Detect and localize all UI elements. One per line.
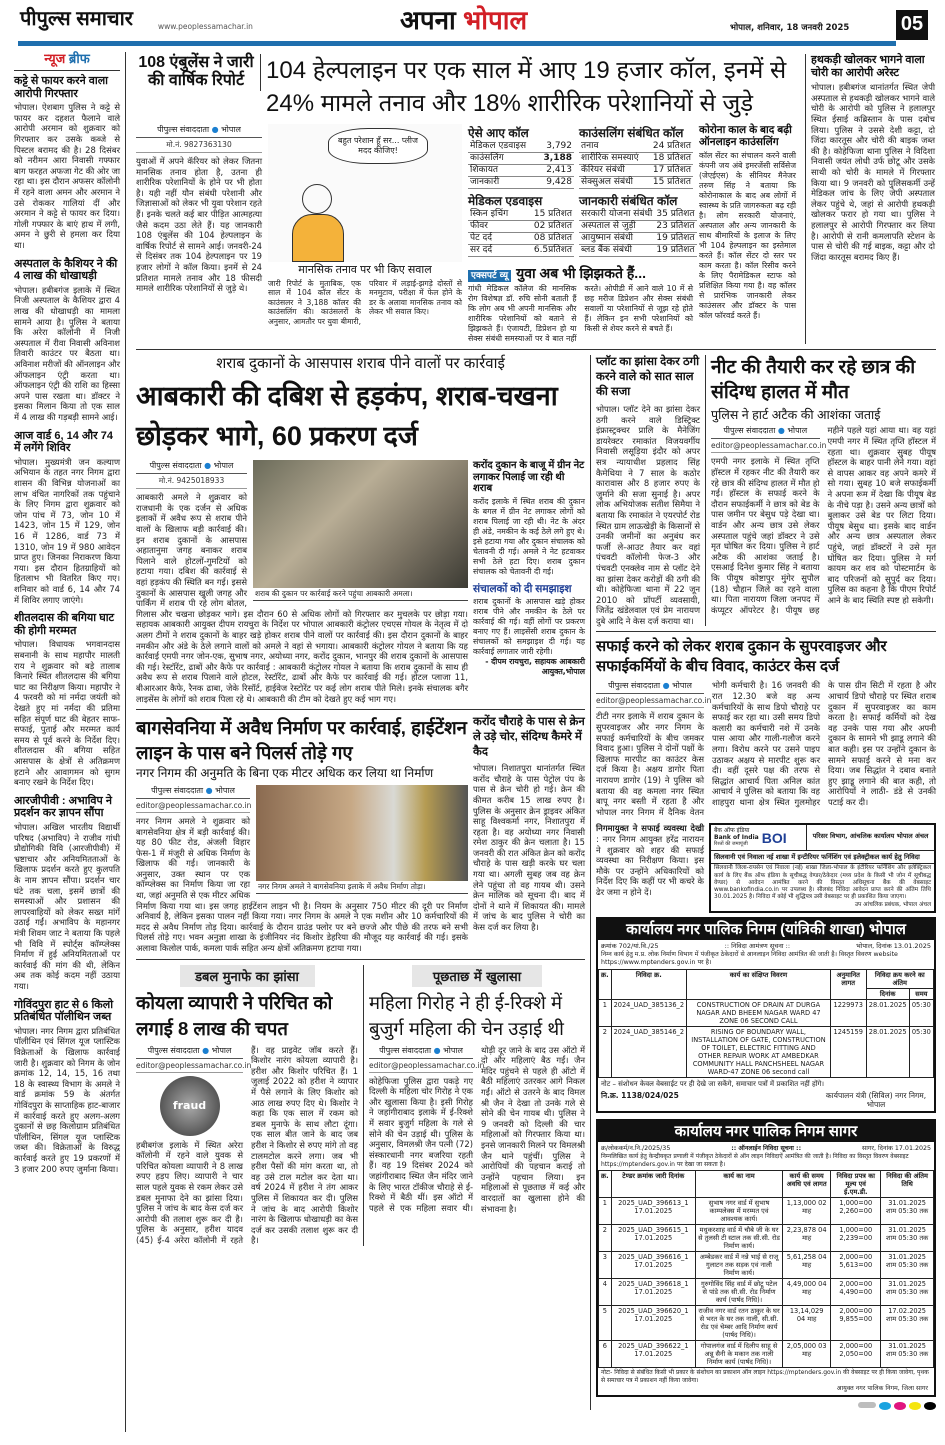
table-row: फीवर 02 प्रतिशत xyxy=(470,221,572,231)
coal-block xyxy=(136,965,358,1246)
neet-story: पीपुल्स संवाददाता ● भोपाल editor@peoplessamachar.co.in एमपी नगर इलाके में स्थित तृप्ति हॉस्टल में रहकर नीट की तैयारी कर रहे छात्र की संदिग्ध हालत में मौत हो गई। हॉस्टल के सफाई करने के दौरान सफाईकर्मी ने छात्र को बेड के पास जमीन पर बेसुध पड़े देखा था। वार्डन और अन्य छात्र उसे लेकर अस्पताल पहुंचे जहां डॉक्टर ने उसे मृत घोषित कर दिया। पुलिस ने हार्ट अटैक की आशंका जताई है। एसआई दिनेश कुमार सिंह ने बताया कि पीयूष कोष्टापुर मुंगेर सुपौल (18) चौहान जिले का रहने वाला था। पिता नारायण जिला जनपद में कंप्यूटर ऑपरेटर है। पीयूष छह महीने पहले यहां आया था। वह यहां एमपी नगर में स्थित तृप्ति हॉस्टल में रहता था। शुक्रवार सुबह पीयूष हॉस्टल के बाहर पानी लेने गया। वहां से वापस आकर वह अपने कमरे में सो गया। सुबह 10 बजे सफाईकर्मी ने अपना रूम में देखा कि पीयूष बेड के नीचे पड़ा है। उसने अन्य छात्रों को बुलाकर उसे बेड पर लिटा दिया। पीयूष बेसुध था। इसके बाद वार्डन और अन्य छात्र अस्पताल लेकर पहुंचे, जहां डॉक्टरों ने उसे मृत घोषित कर दिया। पुलिस ने मर्ग कायम कर शव को पोस्टमार्टम के बाद परिजनों को सुपुर्द कर दिया। पुलिस का कहना है कि पीएम रिपोर्ट आने के बाद स्थिति स्पष्ट हो सकेगी। xyxy=(711,425,936,615)
excise-story: शराब की दुकान पर कार्रवाई करने पहुंचा आबकारी अमला। पीपुल्स संवाददाता ● भोपाल मो.नं. 9425018933 आबकारी अमले ने शुक्रवार को राजधानी के एक दर्जन से अधिक इलाकों में अवैध रूप से शराब पीने वालों के खिलाफ बड़ी कार्रवाई की। इन शराब दुकानों के आसपास अहातानुमा जगह बनाकर शराब पिलाने वाले होटलों-गुमटियों को हटाया गया। दबिश की कार्रवाई से वहां हड़कंप की स्थिति बन गई। इससे दुकानों के आसपास खुली जगह और पार्किंग में शराब पी रहे लोग बोतल, गिलास और चखना छोड़कर भागे। इस दौरान 60 से अधिक लोगों को गिरफ्तार कर मुचलके पर छोड़ा गया। सहायक आबकारी आयुक्त दीपम रायचुरा के निर्देश पर भोपाल आबकारी कंट्रोलर एचएस गोयल के नेतृत्व में दो अलग टीमों ने शराब दुकानों के बाहर खड़े होकर शराब पीने वालों पर कार्रवाई की। इस दौरान दुकानों के बाहर नमकीन और अंडे के ठेले लगाने वालों को अमले ने वहां से भगाया। आबकारी कंट्रोलर गोयल ने बताया कि यह कार्रवाई एमपी नगर जोन-एक, सुभाष नगर, अयोध्या नगर, करोंद दुकान, भानपुर की शराब दुकानों के आसपास की गई। रेस्टॉरेंट, ढाबों और कैफे पर कार्रवाई : आबकारी कंट्रोलर गोयल ने बताया कि शराब दुकानों के साथ ही अवैध रूप से शराब पिलाने वाले होटल, रेस्टॉरेंट, ढाबों और कैफे पर कार्रवाई की गई। होटल प्लाजा 11, बीआरआर कैफे, रैनक ढाबा, जेके रिसॉर्ट, हाईवेज रेस्टोरेंट पर कई लोग शराब पीते मिले। इनके संचालक बगैर लाइसेंस के लोगों को शराब पिला रहे थे। आबकारी की टीम को देखते हुए कई भाग गए। xyxy=(136,461,468,704)
brief-item: अस्पताल के कैशियर ने की 4 लाख की धोखाधड़ी भोपाल। हबीबगंज इलाके में स्थित निजी अस्पताल के कैशियर द्वारा 4 लाख की धोखाधड़ी का मामला सामने आया है। पुलिस ने बताया कि अरेरा कॉलोनी में निजी अस्पताल में रीवा निवासी अविनाश तिवारी काउंटर पर बैठता था। अविनाश मरीजों की ऑनलाइन और ऑफलाइन एंट्री करता था। ऑफलाइन एंट्री की राशि का हिस्सा अपने पास रखता था। डॉक्टर ने इसका मिलान किया तो एक साल में 4 लाख की गड़बड़ी सामने आई। xyxy=(14,257,120,422)
column-divider xyxy=(805,54,806,344)
section-title: अपना भोपाल xyxy=(400,5,528,35)
brief-item: शीतलदास की बगिया घाट की होगी मरम्मत भोपाल। विधायक भगवानदास सबनानी के साथ महापौर मालती राय ने शुक्रवार को बड़े तालाब किनारे स्थित शीतलदास की बगिया घाट का निरीक्षण किया। महापौर ने 4 फरवरी को मां नर्मदा जयंती को देखते हुए मां नर्मदा की प्रतिमा सहित संपूर्ण घाट की बेहतर साफ-सफाई, पुताई और मरम्मत कार्य समय से पूर्व करने के निर्देश दिए। शीतलदास की बगिया सहित आसपास के क्षेत्रों से अतिक्रमण हटाने और आवागमन को सुगम बनाए रखने के निर्देश दिए। xyxy=(14,612,120,788)
section-divider xyxy=(136,959,585,960)
coal-kicker: डबल मुनाफे का झांसा xyxy=(180,965,315,987)
bagsewania-row xyxy=(136,715,585,954)
right-column xyxy=(596,355,936,1410)
table-row: 2 2024_UAD_385146_2 RISING OF BOUNDARY WALL, INSTALLATION OF GATE, CONSTRUCTION OF TOILET, ELECTRIC FITTING AND OTHER REPAIR WORK AT AMBEDKAR COMMUNITY HALL PANCHSHEEL NAGAR WARD-47 ZONE 06 second call 1245159 28.01.2025 05:30 xyxy=(599,1026,934,1077)
neet-block xyxy=(711,355,936,615)
bagsewania-headline: बागसेवनिया में अवैध निर्माण पर कार्रवाई, हाईटेंशन लाइन के पास बने पिलर्स तोड़े गए xyxy=(136,717,467,764)
cartoon-illustration xyxy=(268,124,462,262)
brief-label: न्यूज ब्रीफ xyxy=(14,52,120,71)
helpline-story: पीपुल्स संवाददाता ● भोपाल मो.नं. 9827363130 युवाओं में अपने कॅरियर को लेकर जितना मानसिक तनाव होता है, उतना ही शारीरिक परेशानियों के होने पर भी होता है। यही नहीं यौन संबंधी परेशानी और जिज्ञासाओं को लेकर भी युवा परेशान रहते हैं। इनके चलते कई बार पीड़ित आत्महत्या जैसे कदम उठा लेते हैं। यह जानकारी 108 एंबुलेंस की 104 हेल्पलाइन के वार्षिक रिपोर्ट से सामने आई। जनवरी-24 से दिसंबर तक 104 हेल्पलाइन पर 19 हजार लोगों ने कॉल किया। इनमें से 24 प्रतिशत मामले तनाव और 18 फीसदी मामले शारीरिक परेशानियों से जुड़े थे। xyxy=(136,125,262,294)
website-url: www.peoplessamachar.in xyxy=(158,22,253,31)
table-row: 4 2025_UAD_396618_1 17.01.2025 गुरुगोविंद सिंह वार्ड में छोटू पटेल से पांडे तक सी.सी. रोड निर्माण कार्य (पार्षद निधि)। 4,49,000 04 माह 2,000=00 4,490=00 31.01.2025 शाम 05:30 तक xyxy=(599,1279,934,1306)
commissioner-boi-row xyxy=(596,823,936,912)
bank-of-india-ad: बैंक ऑफ इंडिया Bank of India रिश्तों की जमापूंजी BOI परिसर विभाग, आंचलिक कार्यालय भोपाल अंचल सिलवानी एवं निवाला नई शाखा में इन्टीरियर फर्निशिंग एवं इलेक्ट्रीकल कार्य हेतु निविदा सिलवानी जिला-रायसेन एवं निवाला (नई) शाखा जिला-भोपाल के इंटीरियर फर्निशिंग और इलेक्ट्रिकल कार्य के लिए बैंक ऑफ इंडिया के सूचीबद्ध वेण्डर/ठेकेदार (मध्य प्रदेश के किसी भी जोन में सूचीबद्ध वेण्डर) से आवेदन आमंत्रित करने की विस्तृत अधिसूचना बैंक की वेबसाइट www.bankofindia.co.in पर उपलब्ध है। सीलबंद निविदा आवेदन प्राप्त करने की अंतिम तिथि 30.01.2025 है। निविदा में कोई भी शुद्धिपत्र उसी वेबसाइट पर ही प्रकाशित किया जाएगा। उप आंचलिक प्रबंधक, भोपाल अंचल xyxy=(709,823,936,912)
chain-kicker: पूछताछ में खुलासा xyxy=(412,965,542,987)
section-divider xyxy=(596,631,936,632)
table-row: ब्लड बैंक संबंधी 19 प्रतिशत xyxy=(581,245,695,255)
corona-counselling: कोरोना काल के बाद बढ़ी ऑनलाइन काउंसलिंग कॉल सेंटर का संचालन करने वाली कंपनी जय अंबे इमरजेंसी सर्विसेज (जेएईएस) के सीनियर मैनेजर तरुण सिंह ने बताया कि कोरोनाकाल के बाद अब लोगों में स्वास्थ्य के प्रति जागरुकता बढ़ रही है। लोग सरकारी योजनाएं, अस्पताल और अन्य जानकारी के साथ बीमारियों के इलाज के लिए भी 104 हेल्पलाइन का इस्तेमाल करते हैं। कॉल सेंटर दो स्तर पर काम करता है। कॉल रिसीव करने के लिए पैरामेडिकल स्टाफ को प्रशिक्षित किया गया है। वह कॉलर से प्रारंभिक जानकारी लेकर काउंसलर और डॉक्टर के पास कॉल फॉरवर्ड करते हैं। xyxy=(699,124,796,321)
helpline-story-block xyxy=(136,54,800,344)
main-area xyxy=(136,54,936,1410)
excise-photo xyxy=(253,460,468,588)
stats-and-expert xyxy=(468,124,693,344)
table-row: 5 2025_UAD_396620_1 17.01.2025 राजीव नगर वार्ड रतन ठाकुर के घर से भरत के घर तक नाली, सी.सी. रोड एवं चेम्बर आदि निर्माण कार्य (पार्षद निधि)। 13,14,029 04 माह 2,000=00 9,855=00 17.02.2025 शाम 05:30 तक xyxy=(599,1306,934,1341)
table-row: सरकारी योजना संबंधी 35 प्रतिशत xyxy=(581,209,695,219)
plot-fraud-story: प्लॉट का झांसा देकर ठगी करने वाले को सात साल की सजा भोपाल। प्लॉट देने का झांसा देकर ठगी करने वाले डिस्ट्रिक्ट इंफ्रास्ट्रक्चर प्रालि के मैनेजिंग डायरेक्टर रमाकांत विजयवर्गीय निवासी लसूड़िया इंदौर को अपर सत्र न्यायाधीश प्रहलाद सिंह कैमेथिया ने 7 साल के कठोर कारावास और 8 हजार रुपए के जुर्माने की सजा सुनाई है। अपर लोक अभियोजक सतीश सिमैया ने बताया कि रमाकांत ने एयरपोर्ट रोड स्थित ग्राम लाऊखेड़ी के किसानों से उनकी जमीनों का अनुबंध कर फर्जी ले-आउट तैयार कर वहां पंचवटी कॉलोनी फेज-3 और पंचवटी एनक्लेव नाम से प्लॉट देने का झांसा देकर करोड़ों की ठगी की थी। कोहेफिजा थाना में 22 जून 2010 को प्रॉपर्टी व्यवसायी, जितेंद्र खंडेलवाल एवं प्रेम नारायण दुबे आदि ने केस दर्ज कराया था। xyxy=(596,356,700,626)
column-divider xyxy=(705,355,706,626)
sagar-tender-ad: कार्यालय नगर पालिक निगम सागर क्र/लोककर्म/न.नि./2025/35 :: ऑनलाईन निविदा सूचना :: सागर, दिनांक 17.01.2025 निम्नलिखित कार्य हेतु केन्द्रीयकृत प्रणाली में पंजीकृत ठेकेदारों से ऑन लाइन निविदाऐं आमंत्रित की जाती है। निविदा का विस्तृत विवरण वेबसाइट https://mptenders.gov.in पर देखा जा सकता है। क्र. टेण्डर क्रमांक जारी दिनांक कार्य का नाम कार्य की समय अवधि एवं लागत निविदा प्रपत्र का मूल्य एवं ई.एम.डी. निविदा की अंतिम तिथि 1 2025_UAD_396613_1 17.01.2025 सुभाष नगर वार्ड में सुभाष काम्पलेक्स में मरम्मत एवं आवश्यक कार्य। 1,13,000 02 माह 1,000=00 2,260=00 31.01.2025 शाम 05:30 तक 2 2025_UAD_396615_1 17.01.2025 मधुकरशाह वार्ड में चौबे जी के घर से तुलसी टी स्टाल तक सी.सी. रोड निर्माण कार्य। 2,23,878 04 माह 1,000=00 2,239=00 31.01.2025 शाम 05:30 तक 3 2025_UAD_396616_1 17.01.2025 अम्बेडकर वार्ड में नन्ने भाई से राजू गुलाटन तक सड़क एवं नाली निर्माण कार्य। 5,61,258 04 माह 2,000=00 5,613=00 31.01.2025 शाम 05:30 तक 4 2025_UAD_396618_1 17.01.2025 गुरुगोविंद सिंह वार्ड में छोटू पटेल से पांडे तक सी.सी. रोड निर्माण कार्य (पार्षद निधि)। 4,49,000 04 माह 2,000=00 4,490=00 31.01.2025 शाम 05:30 तक 5 2025_UAD_396620_1 17.01.2025 राजीव नगर वार्ड रतन ठाकुर के घर से भरत के घर तक नाली, सी.सी. रोड एवं चेम्बर आदि निर्माण कार्य (पार्षद निधि)। 13,14,029 04 माह 2,000=00 9,855=00 17.02.2025 शाम 05:30 तक 6 2025_UAD_396622_1 17.01.2025 गोपालगंज वार्ड में दिलीप साहू से अन्नू सैनी के मकान तक नाली निर्माण कार्य (पार्षद निधि)। 2,05,000 03 माह 2,000=00 2,050=00 31.01.2025 शाम 05:30 तक नोटः- निविदा से संबंधित किसी भी प्रकार के संशोधन का प्रकाशन ऑन लाइन https://mptenders.gov.in की वेबसाइट पर ही किया जावेगा, पृथक से समाचार पत्र में प्रकाशन नहीं किया जावेगा। आयुक्त नगर पालिक निगम, जिला सागर xyxy=(596,1119,936,1397)
cleaning-headline: सफाई करने को लेकर शराब दुकान के सुपरवाइजर और सफाईकर्मियों के बीच विवाद, काउंटर केस दर्ज xyxy=(596,638,887,676)
excise-side-column xyxy=(473,460,585,677)
demolition-photo xyxy=(256,785,468,881)
demolition-photo-block xyxy=(256,785,468,894)
handcuff-story: हथकड़ी खोलकर भागने वाला चोरी का आरोपी अरेस्ट भोपाल। हबीबगंज थानांतर्गत स्थित जेपी अस्पताल से हथकड़ी खोलकर भागने वाले चोरी के आरोपी को पुलिस ने हलालपुर स्थित ईसाई कब्रिस्तान के पास दबोच लिया। पुलिस ने उससे देशी कट्टा, दो जिंदा कारतूस और चोरी की बाइक जब्त की है। कोहेफिजा थाना पुलिस ने विदिशा निवासी जयंत लोधी उर्फ छोटू और उसके साथी को चोरी के मामले में गिरफ्तार किया था। 9 जनवरी को पुलिसकर्मी उन्हें मेडिकल जांच के लिए जेपी अस्पताल लेकर पहुंचे थे, जहां से आरोपी हथकड़ी खोलकर फरार हो गया था। पुलिस ने हलालपुर से आरोपी गिरफ्तार कर लिया है। आरोपी से रानी कमलापति स्टेशन के पास से चोरी की गई बाइक, कट्टा और दो जिंदा कारतूस बरामद किए हैं। xyxy=(811,54,935,262)
tender-table: क्र. निविदा क्र. कार्य का संक्षिप्त विवरण अनुमानित लागत निविदा क्रय करने का अंतिम दिनांक समय 1 2024_UAD_385136_2 CONSTRUCTION OF DRAIN AT DURGA NAGAR AND BHEEM NAGAR WARD 47 ZONE 06 SECOND CALL 1229973 28.01.2025 05:30 2 2024_UAD_385146_2 RISING OF BOUNDARY WALL, INSTALLATION OF GATE, CONSTRUCTION OF TOILET, ELECTRIC FITTING AND OTHER REPAIR WORK AT AMBEDKAR COMMUNITY HALL PANCHSHEEL NAGAR WARD-47 ZONE 06 second call 1245159 28.01.2025 05:30 xyxy=(598,969,934,1078)
speech-bubble: बहुत परेशान हूँ सर... प्लीज मदद कीजिए! xyxy=(328,128,428,164)
bhopal-tender-ad: कार्यालय नगर पालिक निगम (यांत्रिकी शाखा) भोपाल क्रमांक 702/यां.वि./25 :: निविदा आमंत्रण सूचना :: भोपाल, दिनांक 13.01.2025 निम्न कार्य हेतु म.प्र. लोक निर्माण विभाग में पंजीकृत ठेकेदारों से आनलाइन निविदा आमंत्रित की जाती है। विस्तृत विवरण website https://www.mptenders.gov.in पर है। क्र. निविदा क्र. कार्य का संक्षिप्त विवरण अनुमानित लागत निविदा क्रय करने का अंतिम दिनांक समय 1 2024_UAD_385136_2 CONSTRUCTION OF DRAIN AT DURGA NAGAR AND BHEEM NAGAR WARD 47 ZONE 06 SECOND CALL 1229973 28.01.2025 05:30 2 2024_UAD_385146_2 RISING OF BOUNDARY WALL, INSTALLATION OF GATE, CONSTRUCTION OF TOILET, ELECTRIC FITTING AND OTHER REPAIR WORK AT AMBEDKAR COMMUNITY HALL PANCHSHEEL NAGAR WARD-47 ZONE 06 second call 1245159 28.01.2025 05:30 नोट – संशोधन केवल वेबसाईट पर ही देखे जा सकेंगे, समाचार पत्रों में प्रकाशित नहीं होंगे। नि.क्र. 1138/024/025 कार्यपालन यंत्री (सिविल) नगर निगम, भोपाल xyxy=(596,917,936,1113)
cartoon-body xyxy=(292,214,344,262)
brief-item: कट्टे से फायर करने वाला आरोपी गिरफ्तार भोपाल। ऐशबाग पुलिस ने कट्टे से फायर कर दहशत फैलाने वाले आरोपी अरमान को शुक्रवार को गिरफ्तार कर उसके कब्जे से पिस्टल बरामद की है। 28 दिसंबर को नरीमन आरा निवासी गफ्फार बाग फरहत अफजा गेट की ओर जा रहा था। इस दौरान अफसर कॉलोनी में रहने वाला अमन और अरमान ने उसे रोककर गालियां दीं और अरमान ने कट्टे से फायर कर दिया। गोली गफ्फार के बाएं हाथ में लगी, अमन ने छुरी से हमला कर दिया था। xyxy=(14,74,120,250)
news-brief-column xyxy=(14,52,120,1174)
low-band xyxy=(136,355,936,1410)
table-row: 1 2025_UAD_396613_1 17.01.2025 सुभाष नगर वार्ड में सुभाष काम्पलेक्स में मरम्मत एवं आवश्यक कार्य। 1,13,000 02 माह 1,000=00 2,260=00 31.01.2025 शाम 05:30 तक xyxy=(599,1198,934,1225)
section-divider xyxy=(136,349,936,350)
table-row: काउंसलिंग 3,188 xyxy=(470,153,572,163)
coal-headline: कोयला व्यापारी ने परिचित को लगाई 8 लाख की चपत xyxy=(136,991,333,1039)
bagsewania-block xyxy=(136,715,468,954)
dateline: भोपाल, शनिवार, 18 जनवरी 2025 xyxy=(730,23,850,33)
operators-warning: संचालकों को दी समझाइश शराब दुकानों के आसपास खड़े होकर शराब पीने और नमकीन के ठेले पर कार्रवाई की गई। वहीं लोगों पर प्रकरण बनाए गए हैं। लाइसेंसी शराब दुकान के संचालकों को समझाइश दी गई। यह कार्रवाई लगातार जारी रहेगी। - दीपम रायचुरा, सहायक आबकारी आयुक्त,भोपाल xyxy=(473,582,585,676)
green-net-story: करोंद दुकान के बाजू में ग्रीन नेट लगाकर पिलाई जा रही थी शराब करोंद इलाके में स्थित शराब की दुकान के बगल में ग्रीन नेट लगाकर लोगों को शराब पिलाई जा रही थी। नेट के अंदर ही अंडे, नमकीन के कई ठेले लगे हुए थे। इसे हटाया गया और दुकान संचालक को चेतावनी दी गई। अमले ने नेट हटवाकर सभी ठेले हटा दिए। शराब दुकान संचालक को चेतावनी दी गई। xyxy=(473,460,585,576)
chain-headline: महिला गिरोह ने ही ई-रिक्शे में बुजुर्ग महिला की चेन उड़ाई थी xyxy=(369,991,564,1039)
fraud-image: fraud xyxy=(160,1076,220,1136)
chain-story: पीपुल्स संवाददाता ● भोपाल editor@peoplessamachar.co.in कोहेफिजा पुलिस द्वारा पकड़े गए दिल्ली के महिला चोर गिरोह ने एक और खुलासा किया है। इसी गिरोह ने जहांगीराबाद इलाके में ई-रिक्शे में सवार बुजुर्ग महिला के गले से सोने की चेन उड़ाई थी। पुलिस के अनुसार, विमलश्री जैन पत्नी (72) संस्कारधानी नगर बजरिया रहती हैं। वह 19 दिसंबर 2024 को जहांगीराबाद स्थित जैन मंदिर जाने के लिए भारत टॉकीज चौराहे से ई-रिक्शे में बैठी थीं। इस ऑटो में पहले से एक महिला सवार थी। थोड़ी दूर जाने के बाद उस ऑटो में दो और महिलाएं बैठ गईं। जैन मंदिर पहुंचने से पहले ही ऑटो में बैठी महिलाएं उतरकर आगे निकल गईं। ऑटो से उतरने के बाद विमल श्री जैन ने देखा तो उनके गले से सोने की चेन गायब थी। पुलिस ने 9 जनवरी को दिल्ली की चार महिलाओं को गिरफ्तार किया था। इनसे जानकारी मिलने पर विमलश्री जैन थाने पहुंचीं। पुलिस ने आरोपियों की पहचान कराई तो उन्होंने पहचान लिया। इन महिलाओं से पूछताछ में कई और वारदातों का खुलासा होने की संभावना है। xyxy=(369,1044,585,1214)
tender-table: क्र. टेण्डर क्रमांक जारी दिनांक कार्य का नाम कार्य की समय अवधि एवं लागत निविदा प्रपत्र का मूल्य एवं ई.एम.डी. निविदा की अंतिम तिथि 1 2025_UAD_396613_1 17.01.2025 सुभाष नगर वार्ड में सुभाष काम्पलेक्स में मरम्मत एवं आवश्यक कार्य। 1,13,000 02 माह 1,000=00 2,260=00 31.01.2025 शाम 05:30 तक 2 2025_UAD_396615_1 17.01.2025 मधुकरशाह वार्ड में चौबे जी के घर से तुलसी टी स्टाल तक सी.सी. रोड निर्माण कार्य। 2,23,878 04 माह 1,000=00 2,239=00 31.01.2025 शाम 05:30 तक 3 2025_UAD_396616_1 17.01.2025 अम्बेडकर वार्ड में नन्ने भाई से राजू गुलाटन तक सड़क एवं नाली निर्माण कार्य। 5,61,258 04 माह 2,000=00 5,613=00 31.01.2025 शाम 05:30 तक 4 2025_UAD_396618_1 17.01.2025 गुरुगोविंद सिंह वार्ड में छोटू पटेल से पांडे तक सी.सी. रोड निर्माण कार्य (पार्षद निधि)। 4,49,000 04 माह 2,000=00 4,490=00 31.01.2025 शाम 05:30 तक 5 2025_UAD_396620_1 17.01.2025 राजीव नगर वार्ड रतन ठाकुर के घर से भरत के घर तक नाली, सी.सी. रोड एवं चेम्बर आदि निर्माण कार्य (पार्षद निधि)। 13,14,029 04 माह 2,000=00 9,855=00 17.02.2025 शाम 05:30 तक 6 2025_UAD_396622_1 17.01.2025 गोपालगंज वार्ड में दिलीप साहू से अन्नू सैनी के मकान तक नाली निर्माण कार्य (पार्षद निधि)। 2,05,000 03 माह 2,000=00 2,050=00 31.01.2025 शाम 05:30 तक xyxy=(598,1170,934,1368)
black-mark xyxy=(924,1402,936,1410)
coal-chain-row xyxy=(136,965,585,1246)
reporter-phone: मो.नं. 9827363130 xyxy=(136,140,262,153)
table-row: शिकायत 2,413 xyxy=(470,165,572,175)
left-middle-column xyxy=(136,355,585,1246)
excise-block xyxy=(136,355,585,704)
column-divider xyxy=(363,965,364,1246)
section-divider xyxy=(136,709,585,710)
table-row: 3 2025_UAD_396616_1 17.01.2025 अम्बेडकर वार्ड में नन्ने भाई से राजू गुलाटन तक सड़क एवं नाली निर्माण कार्य। 5,61,258 04 माह 2,000=00 5,613=00 31.01.2025 शाम 05:30 तक xyxy=(599,1252,934,1279)
helpline-headline: 104 हेल्पलाइन पर एक साल में आए 19 हजार कॉल, इनमें से 24% मामले तनाव और 18% शारीरिक परेशानियों से जुड़े xyxy=(266,57,787,117)
cleaning-story: पीपुल्स संवाददाता ● भोपाल editor@peoplessamachar.co.in टीटी नगर इलाके में शराब दुकान के सुपरवाइजर और नगर निगम के सफाई कर्मचारियों के बीच जमकर विवाद हुआ। पुलिस ने दोनों पक्षों के खिलाफ मारपीट का काउंटर केस दर्ज किया है। अक्षय डागोर पिता नारायण डागोर (19) ने पुलिस को बताया की वह कमला नगर स्थित बापू नगर बस्ती में रहता है और भोपाल नगर निगम में दैनिक वेतन भोगी कर्मचारी है। 16 जनवरी की रात 12.30 बजे वह अन्य कर्मचारियों के साथ डिपो चौराहे पर सफाई कर रहा था। उसी समय डिपो कलारी का कर्मचारी नशे में उनके पास आया और गाली-गलौज करने लगा। विरोध करने पर उसने पाइप उठाकर अक्षय से मारपीट शुरू कर दी। वहीं दूसरे पक्ष की तरफ से सिद्धांत आचार्य पिता अनिल कांत आचार्य ने पुलिस को बताया कि वह शाहपुरा थाना क्षेत्र स्थित गुलमोहर के पास ग्रीन सिटी में रहता है और आचार्य डिपो चौराहे पर स्थित शराब दुकान में सुपरवाइजर का काम करता है। सफाई कर्मियों को देख वह उनके पास गया और अपनी दुकान के सामने भी झाडू लगाने की बात कही। इस पर उन्होंने दुकान के सामने सफाई करने से मना कर दिया। जब सिद्धांत ने दबाव बनाते हुए झाडू लगाने की बात कही, तो आरोपियों ने लाठी- डंडे से उनकी पटाई कर दी। xyxy=(596,680,936,817)
cleaning-block xyxy=(596,637,936,817)
yellow-mark xyxy=(909,1402,921,1410)
ambulance-report-head: 108 एंबुलेंस ने जारी की वार्षिक रिपोर्ट xyxy=(136,54,261,91)
gray-mark xyxy=(858,1402,876,1408)
commissioner-brief: निगमायुक्त ने सफाई व्यवस्था देखी : नगर निगम आयुक्त हरेंद्र नारायन ने शुक्रवार को शहर की सफाई व्यवस्था का निरीक्षण किया। इस मौके पर उन्होंने अधिकारियों को निर्देश दिए कि कहीं पर भी कचरे के ढेर जमा न होने दें। xyxy=(596,823,704,897)
magenta-mark xyxy=(894,1402,906,1410)
neet-subhead: पुलिस ने हार्ट अटैक की आशंका जताई xyxy=(711,408,881,422)
cartoon-face xyxy=(302,184,332,214)
crane-theft-story: करोंद चौराहे के पास से क्रेन ले उड़े चोर, संदिग्ध कैमरे में कैद भोपाल। निशातपुरा थानांतर्गत स्थित करोंद चौराहे के पास पेट्रोल पंप के पास से क्रेन चोरी हो गई। क्रेन की कीमत करीब 15 लाख रुपए है। पुलिस के अनुसार क्रेन ड्राइवर अंकित साहू विश्वकर्मा नगर, निशातपुरा में रहता है। वह अयोध्या नगर निवासी रमेश ठाकुर की क्रेन चलाता है। 15 जनवरी की रात अंकित क्रेन को करोंद चौराहे के पास खड़ी करके घर चला गया था। अगली सुबह जब वह क्रेन लेने पहुंचा तो वह गायब थी। उसने क्रेन मालिक को सूचना दी। बाद में दोनों ने थाने में शिकायत की। मामले में जांच के बाद पुलिस ने चोरी का केस दर्ज कर लिया है। xyxy=(473,716,585,933)
table-row: तनाव 24 प्रतिशत xyxy=(581,141,691,151)
bagsewania-story: नगर निगम अमले ने बागसेवनिया इलाके में अवैध निर्माण तोड़ा। पीपुल्स संवाददाता ● भोपाल editor@peoplessamachar.co.in नगर निगम अमले ने शुक्रवार को बागसेवनिया क्षेत्र में बड़ी कार्रवाई की। यह 80 फीट रोड, अंजली विहार फेस-1 में मंजूरी से अधिक निर्माण के खिलाफ की गई। जानकारी के अनुसार, उक्त स्थान पर एक कॉम्प्लेक्स का निर्माण किया जा रहा था, जहां अनुमति से एक मीटर अधिक निर्माण किया गया था। इस जगह हाईटेंशन लाइन भी है। नियम के अनुसार 750 मीटर की दूरी पर निर्माण अनिवार्य है, लेकिन इसका पालन नहीं किया गया। नगर निगम के अमले ने एक मशीन और 10 कर्मचारियों की मदद से अवैध निर्माण तोड़ दिया। कार्रवाई के दौरान ग्राउंड फ्लोर पर बने छज्जे और पीछे की तरफ बने सभी पिलर्स तोड़े गए। भवन अनुज्ञा शाखा के इंजीनियर नंद किशोर डेहरिया की मौजूद यह कार्रवाई की गई। इसके अलावा किलोल पार्क, कमला पार्क सहित अन्य क्षेत्रों अतिक्रमण हटाया गया। xyxy=(136,785,468,954)
column-divider xyxy=(590,355,591,1410)
table-row: पेट दर्द 08 प्रतिशत xyxy=(470,233,572,243)
stats-counselling: काउंसलिंग संबंधित कॉल तनाव 24 प्रतिशत शारीरिक समस्याएं 18 प्रतिशत कॅरियर संबंधी 17 प्रतिशत सेक्सुअल संबंधी 15 प्रतिशत जानकारी संबंधित कॉल सरकारी योजना संबंधी 35 प्रतिशत अस्पताल से जुड़ी 23 प्रतिशत आयुष्मान संबंधी 19 प्रतिशत ब्लड बैंक संबंधी 19 प्रतिशत xyxy=(579,126,695,255)
cyan-mark xyxy=(879,1402,891,1410)
masthead-bar xyxy=(18,41,896,46)
cartoon-caption: मानसिक तनाव पर भी किए सवाल xyxy=(298,264,432,276)
table-row: सेक्सुअल संबंधी 15 प्रतिशत xyxy=(581,177,691,187)
table-row: 6 2025_UAD_396622_1 17.01.2025 गोपालगंज वार्ड में दिलीप साहू से अन्नू सैनी के मकान तक नाली निर्माण कार्य (पार्षद निधि)। 2,05,000 03 माह 2,000=00 2,050=00 31.01.2025 शाम 05:30 तक xyxy=(599,1341,934,1368)
table-row: 2 2025_UAD_396615_1 17.01.2025 मधुकरशाह वार्ड में चौबे जी के घर से तुलसी टी स्टाल तक सी.सी. रोड निर्माण कार्य। 2,23,878 04 माह 1,000=00 2,239=00 31.01.2025 शाम 05:30 तक xyxy=(599,1225,934,1252)
boi-logo: बैंक ऑफ इंडिया Bank of India रिश्तों की जमापूंजी BOI xyxy=(711,825,807,850)
table-row: आयुष्मान संबंधी 19 प्रतिशत xyxy=(581,233,695,243)
expert-view: एक्सपर्ट व्यू युवा अब भी झिझकते हैं... गांधी मेडिकल कॉलेज की मानसिक रोग विशेषज्ञ डॉ. रुचि सोनी बताती हैं कि लोग अब भी अपनी मानसिक और शारीरिक परेशानियों को बताने से झिझकते हैं। एंजायटी, डिप्रेशन हो या सेक्स संबंधी समस्याओं पर वे बात नहीं करते। ओपीडी में आने वाले 10 में से छह मरीज डिप्रेशन और सेक्स संबंधी सवालों या परेशानियों से जूझ रहे होते हैं। लेकिन इन सभी परेशानियों को किसी से शेयर करने से बचते हैं। xyxy=(468,265,693,343)
table-row: मेडिकल एडवाइस 3,792 xyxy=(470,141,572,151)
expert-tag: एक्सपर्ट व्यू xyxy=(468,270,511,282)
brief-item: आरजीपीवी : अभाविप ने प्रदर्शन कर ज्ञापन सौंपा भोपाल। अखिल भारतीय विद्यार्थी परिषद (अभाविप) ने राजीव गांधी प्रौद्योगिकी विवि (आरजीपीवी) में भ्रष्टाचार और अनियमितताओं के खिलाफ प्रदर्शन करते हुए कुलपति के नाम ज्ञापन सौंपा। प्रदर्शन चार घंटे तक चला, इसमें छात्रों की समस्याओं और प्रशासन की लापरवाहियों को लेकर सख्त मांगें उठाई गईं। अभाविप के महानगर मंत्री शिवम जाट ने बताया कि पहले भी विवि में स्पोर्ट्स कॉम्प्लेक्स निर्माण में हुई अनियमितताओं पर कार्रवाई की मांग की थी, लेकिन अब तक कोई कदम नहीं उठाया गया। xyxy=(14,794,120,991)
table-row: सर दर्द 6.5प्रतिशत xyxy=(470,245,572,255)
bagsewania-subhead: नगर निगम की अनुमति के बिना एक मीटर अधिक कर लिया था निर्माण xyxy=(136,766,434,781)
brief-item: आज वार्ड 6, 14 और 74 में लगेंगे शिविर भोपाल। मुख्यमंत्री जन कल्याण अभियान के तहत नगर निगम द्वारा शासन की विभिन्न योजनाओं का लाभ वंचित नागरिकों तक पहुंचाने के लिए निगम द्वारा शुक्रवार को जोन पांच में 73, जोन 10 में 1423, जोन 15 में 129, जोन 16 में 1286, वार्ड 73 में 1310, जोन 19 में 980 आवेदन प्राप्त हुए। जिनका निराकरण किया गया। इस दौरान हितग्राहियों को हितलाभ भी वितरित किए गए। शनिवार को वार्ड 6, 14 और 74 में शिविर लगाए जाएंगे। xyxy=(14,429,120,605)
plot-neet-row xyxy=(596,355,936,626)
chain-block xyxy=(369,965,585,1215)
quote-attribution: - दीपम रायचुरा, सहायक आबकारी आयुक्त,भोपाल xyxy=(485,656,585,676)
excise-kicker: शराब दुकानों के आसपास शराब पीने वालों पर कार्रवाई xyxy=(216,355,505,372)
page-number: 05 xyxy=(896,10,928,40)
table-row: अस्पताल से जुड़ी 23 प्रतिशत xyxy=(581,221,695,231)
caption-body: जारी रिपोर्ट के मुताबिक, एक साल में 104 कॉल सेंटर के काउंसलर ने 3,188 कॉलर की काउंसलिंग की। काउंसलरों के अनुसार, आमतौर पर युवा बीमारी, परिवार में लड़ाई-झगड़े दोस्तों से मनमुटाव, परीक्षा में फेल होने के डर के अलावा मानसिक तनाव को लेकर भी सवाल किए। xyxy=(268,278,462,327)
top-band xyxy=(136,54,936,344)
byline: पीपुल्स संवाददाता ● भोपाल xyxy=(136,124,262,138)
table-row: जानकारी 9,428 xyxy=(470,177,572,187)
print-color-marks xyxy=(596,1402,936,1410)
stats-calls: ऐसे आए कॉल मेडिकल एडवाइस 3,792 काउंसलिंग 3,188 शिकायत 2,413 जानकारी 9,428 मेडिकल एडवाइस स्किन इचिंग 15 प्रतिशत फीवर 02 प्रतिशत पेट दर्द 08 प्रतिशत सर दर्द 6.5प्रतिशत xyxy=(468,126,572,255)
brief-item: गोविंदपुरा हाट से 6 किलो प्रतिबंधित पॉलीथिन जब्त भोपाल। नगर निगम द्वारा प्रतिबंधित पॉलीथिन एवं सिंगल यूज प्लास्टिक विक्रेताओं के खिलाफ कार्रवाई जारी है। शुक्रवार को निगम के जोन क्रमांक 12, 14, 15, 16 तथा 18 के स्वास्थ्य विभाग के अमले ने वार्ड क्रमांक 59 के अंतर्गत गोविंदपुरा के साप्ताहिक हाट-बाजार में कार्रवाई करते हुए अलग-अलग दुकानों से छह किलोग्राम प्रतिबंधित पॉलीथिन, सिंगल यूज प्लास्टिक जब्त की। विक्रेताओं के विरुद्ध कार्रवाई करते हुए 19 प्रकरणों में 3 हजार 200 रुपए जुर्माना किया। xyxy=(14,998,120,1174)
column-divider xyxy=(125,52,126,1432)
table-row: स्किन इचिंग 15 प्रतिशत xyxy=(470,209,572,219)
cartoon-column xyxy=(268,124,462,327)
newspaper-logo: पीपुल्स समाचार xyxy=(20,8,133,30)
coal-story: पीपुल्स संवाददाता ● भोपाल editor@peoplessamachar.co.in fraud हबीबगंज इलाके में स्थित अरेरा कॉलोनी में रहने वाले युवक से परिचित कोयला व्यापारी ने 8 लाख रुपए हड़प लिए। व्यापारी ने चार साल पहले युवक से रकम लेकर उसे डबल मुनाफा देने का झांसा दिया। पुलिस ने जांच के बाद केस दर्ज कर आरोपी की तलाश शुरू कर दी है। पुलिस के अनुसार, हरीश यादव (45) ई-4 अरेरा कॉलोनी में रहते हैं। वह प्राइवेट जॉब करते हैं। किशोर नारंग कोयला व्यापारी है। हरीश और किशोर परिचित हैं। 1 जुलाई 2022 को हरीश ने व्यापार में पैसे लगाने के लिए किशोर को आठ लाख रुपए दिए थे। किशोर ने कहा कि एक साल में रकम को डबल मुनाफे के साथ लौटा दूंगा। एक साल बीत जाने के बाद जब हरीश ने किशोर से रुपए मांगे तो वह टालमटोल करने लगा। जब भी हरीश पैसों की मांग करता था, तो वह उसे टाल मटोल कर देता था। वर्ष 2024 में हरीश ने तंग आकर पुलिस में शिकायत कर दी। पुलिस ने जांच के बाद आरोपी किशोर नारंग के खिलाफ धोखाधड़ी का केस दर्ज कर उसकी तलाश शुरू कर दी है। xyxy=(136,1044,358,1246)
photo-caption: शराब की दुकान पर कार्रवाई करने पहुंचा आबकारी अमला। xyxy=(253,588,468,601)
photo-caption: नगर निगम अमले ने बागसेवनिया इलाके में अवैध निर्माण तोड़ा। xyxy=(256,881,468,894)
table-row: 1 2024_UAD_385136_2 CONSTRUCTION OF DRAIN AT DURGA NAGAR AND BHEEM NAGAR WARD 47 ZONE 06 SECOND CALL 1229973 28.01.2025 05:30 xyxy=(599,999,934,1026)
neet-headline: नीट की तैयारी कर रहे छात्र की संदिग्ध हालत में मौत xyxy=(711,357,916,403)
table-row: कॅरियर संबंधी 17 प्रतिशत xyxy=(581,165,691,175)
excise-headline: आबकारी की दबिश से हड़कंप, शराब-चखना छोड़कर भागे, 60 प्रकरण दर्ज xyxy=(136,381,558,452)
excise-photo-block xyxy=(253,460,468,601)
table-row: शारीरिक समस्याएं 18 प्रतिशत xyxy=(581,153,691,163)
